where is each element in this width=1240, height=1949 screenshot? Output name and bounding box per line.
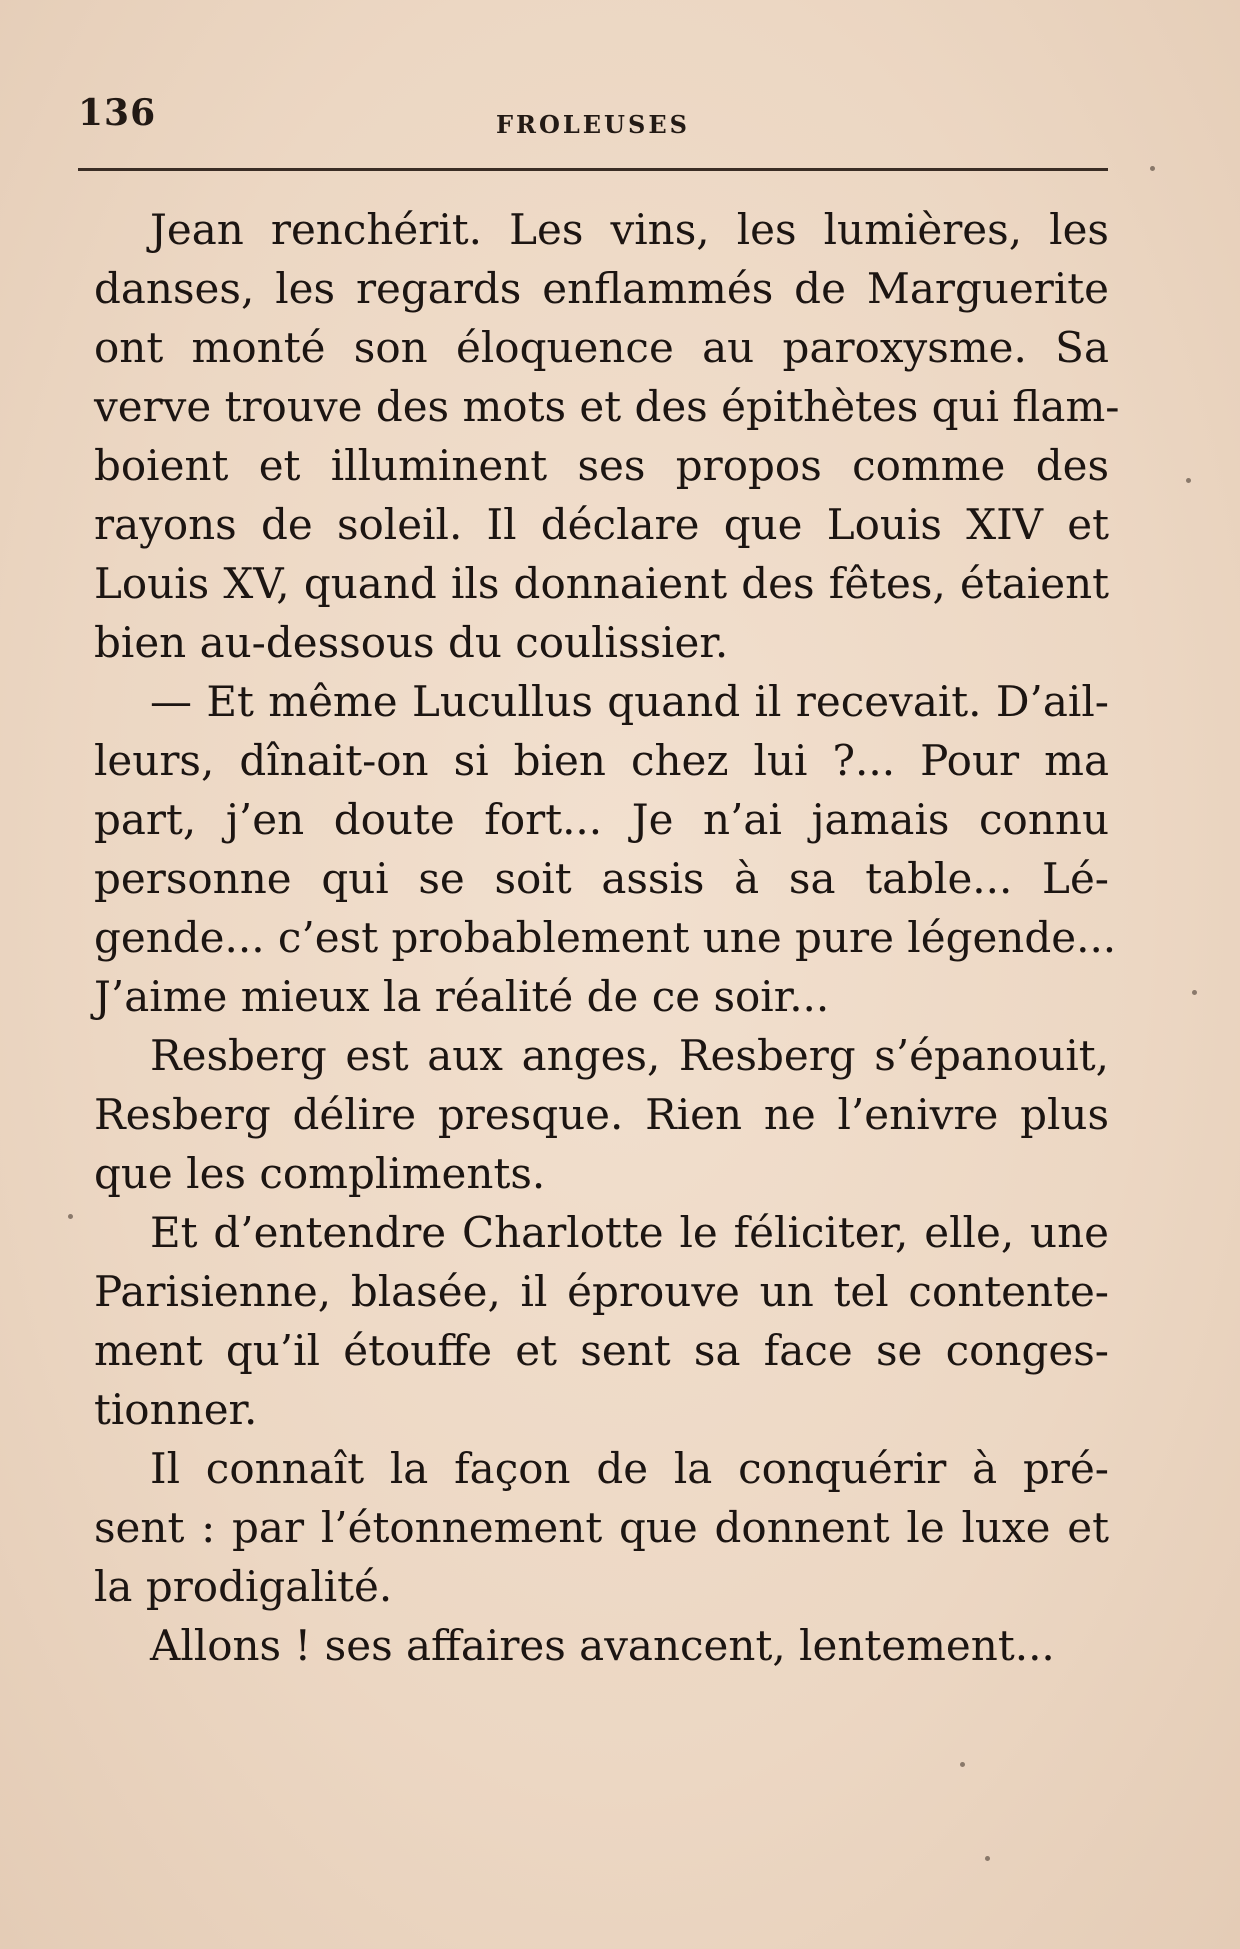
paragraph-3 xyxy=(94,1026,1109,1203)
paragraph-2 xyxy=(94,672,1117,1026)
text-line: — Et même Lucullus quand il recevait. D’ail- xyxy=(150,677,1109,726)
paper-speck xyxy=(960,1762,965,1767)
text-line: ont monté son éloquence au paroxysme. Sa xyxy=(94,323,1109,372)
text-line: Louis XV, quand ils donnaient des fêtes, étaient xyxy=(94,559,1109,608)
text-line: boient et illuminent ses propos comme des xyxy=(94,441,1109,490)
text-line: la prodigalité. xyxy=(94,1562,393,1611)
body-text xyxy=(94,200,1120,1675)
text-line: part, j’en doute fort... Je n’ai jamais connu xyxy=(94,795,1109,844)
text-line: Il connaît la façon de la conquérir à pré- xyxy=(150,1444,1109,1493)
text-line: verve trouve des mots et des épithètes qui flam- xyxy=(94,382,1120,431)
text-line: rayons de soleil. Il déclare que Louis XIV et xyxy=(94,500,1109,549)
text-line: leurs, dînait-on si bien chez lui ?... Pour ma xyxy=(94,736,1109,785)
header-rule xyxy=(78,168,1108,171)
paper-speck xyxy=(1186,478,1191,483)
paragraph-6 xyxy=(94,1616,1109,1675)
text-line: J’aime mieux la réalité de ce soir... xyxy=(94,972,830,1021)
paper-speck xyxy=(1192,990,1197,995)
text-line: gende... c’est probablement une pure légende... xyxy=(94,913,1117,962)
text-line: sent : par l’étonnement que donnent le luxe et xyxy=(94,1503,1109,1552)
text-line: Parisienne, blasée, il éprouve un tel contente- xyxy=(94,1267,1109,1316)
paper-speck xyxy=(985,1856,990,1861)
running-title: FROLEUSES xyxy=(496,110,690,139)
page-number: 136 xyxy=(78,92,157,134)
paper-speck xyxy=(68,1214,73,1219)
paper-speck xyxy=(1150,166,1155,171)
text-line: personne qui se soit assis à sa table... Lé- xyxy=(94,854,1109,903)
text-line: Jean renchérit. Les vins, les lumières, les xyxy=(150,205,1109,254)
running-head xyxy=(78,92,1108,152)
paragraph-5 xyxy=(94,1439,1109,1616)
text-line: Et d’entendre Charlotte le féliciter, elle, une xyxy=(150,1208,1109,1257)
text-line: Resberg délire presque. Rien ne l’enivre plus xyxy=(94,1090,1109,1139)
text-line: tionner. xyxy=(94,1385,258,1434)
paragraph-1 xyxy=(94,200,1120,672)
text-line: Resberg est aux anges, Resberg s’épanouit, xyxy=(150,1031,1109,1080)
paragraph-4 xyxy=(94,1203,1109,1439)
text-line: bien au-dessous du coulissier. xyxy=(94,618,729,667)
text-line: danses, les regards enflammés de Marguerite xyxy=(94,264,1109,313)
text-line: ment qu’il étouffe et sent sa face se conges- xyxy=(94,1326,1109,1375)
text-line: que les compliments. xyxy=(94,1149,546,1198)
text-line: Allons ! ses affaires avancent, lentement... xyxy=(150,1621,1055,1670)
